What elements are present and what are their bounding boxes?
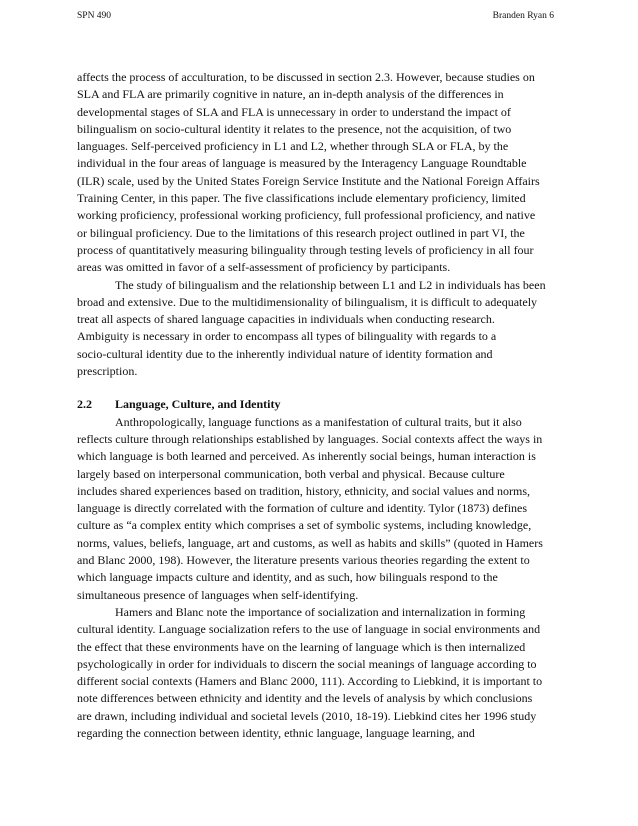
- text-line: prescription.: [77, 364, 138, 379]
- text-line: working proficiency, professional working proficiency, full professional proficiency, and native: [77, 208, 536, 223]
- text-line: Hamers and Blanc note the importance of socialization and internalization in forming: [115, 604, 526, 619]
- text-line: SLA and FLA are primarily cognitive in nature, an in-depth analysis of the differences in: [77, 87, 504, 102]
- text-line: note differences between ethnicity and identity and the levels of analysis by which conclusions: [77, 691, 533, 706]
- text-line: regarding the connection between identity, ethnic language, language learning, and: [77, 725, 475, 740]
- section-title: Language, Culture, and Identity: [115, 397, 281, 412]
- text-line: different social contexts (Hamers and Blanc 2000, 111). According to Liebkind, it is important to: [77, 674, 543, 689]
- text-line: (ILR) scale, used by the United States Foreign Service Institute and the National Foreign Affairs: [77, 173, 540, 188]
- text-line: affects the process of acculturation, to be discussed in section 2.3. However, because studies on: [77, 70, 535, 84]
- text-line: cultural identity. Language socialization refers to the use of language in social environments and: [77, 622, 541, 637]
- paragraph-socialization: [77, 604, 565, 742]
- text-line: The study of bilingualism and the relationship between L1 and L2 in individuals has been: [115, 277, 546, 292]
- header-author-page: Branden Ryan 6: [492, 11, 554, 21]
- text-line: areas was omitted in favor of a self-assessment of proficiency by participants.: [77, 260, 451, 275]
- text-line: which language is both learned and perceived. As inherently social beings, human interaction is: [77, 449, 536, 464]
- text-line: Ambiguity is necessary in order to encompass all types of bilinguality with regards to a: [77, 329, 497, 344]
- text-line: which language impacts culture and identity, and as such, how bilinguals respond to the: [77, 570, 498, 585]
- text-line: process of quantitatively measuring bilinguality through testing levels of proficiency in all four: [77, 242, 534, 257]
- text-line: Anthropologically, language functions as a manifestation of cultural traits, but it also: [115, 414, 522, 429]
- document-body: [77, 69, 565, 742]
- header-course: SPN 490: [77, 11, 112, 21]
- text-line: the effect that these environments have on the learning of language which is then internalized: [77, 639, 526, 654]
- paragraph-bilingualism-study: [77, 277, 565, 381]
- text-line: Training Center, in this paper. The five classifications include elementary proficiency, limited: [77, 191, 526, 206]
- text-line: treat all aspects of shared language capacities in individuals when conducting research.: [77, 312, 495, 327]
- text-line: simultaneous presence of languages when self-identifying.: [77, 587, 359, 602]
- paragraph-language-culture: [77, 414, 565, 604]
- text-line: includes shared experiences based on tradition, history, ethnicity, and social values and norms,: [77, 483, 530, 498]
- text-line: norms, values, beliefs, language, art and customs, as well as habits and skills” (quoted in Hamers: [77, 535, 543, 550]
- text-line: languages. Self-perceived proficiency in L1 and L2, whether through SLA or FLA, by the: [77, 139, 509, 154]
- text-line: and Blanc 2000, 198). However, the literature presents various theories regarding the extent to: [77, 553, 530, 568]
- text-line: are drawn, including individual and societal levels (2010, 18-19). Liebkind cites her 1996 study: [77, 708, 537, 723]
- text-line: individual in the four areas of language is measured by the Interagency Language Roundtable: [77, 156, 527, 171]
- text-line: language is directly correlated with the formation of culture and identity. Tylor (1873) defines: [77, 501, 528, 516]
- text-line: psychologically in order for individuals to discern the social meanings of language according to: [77, 656, 537, 671]
- section-heading: [77, 396, 565, 413]
- text-line: largely based on interpersonal communication, both verbal and physical. Because culture: [77, 466, 505, 481]
- text-line: broad and extensive. Due to the multidimensionality of bilingualism, it is difficult to adequately: [77, 294, 538, 309]
- text-line: socio-cultural identity due to the inherently individual nature of identity formation and: [77, 346, 493, 361]
- text-line: bilingualism on socio-cultural identity it relates to the presence, not the acquisition, of two: [77, 121, 512, 136]
- text-line: culture as “a complex entity which comprises a set of symbolic systems, including knowledge,: [77, 518, 532, 533]
- text-line: or bilingual proficiency. Due to the limitations of this research project outlined in part VI, the: [77, 225, 525, 240]
- paragraph-acculturation: [77, 69, 565, 277]
- text-line: reflects culture through relationships established by languages. Social contexts affect the ways in: [77, 431, 543, 446]
- text-line: developmental stages of SLA and FLA is unnecessary in order to understand the impact of: [77, 104, 511, 119]
- section-number: 2.2: [77, 397, 92, 412]
- section-gap: [77, 380, 565, 396]
